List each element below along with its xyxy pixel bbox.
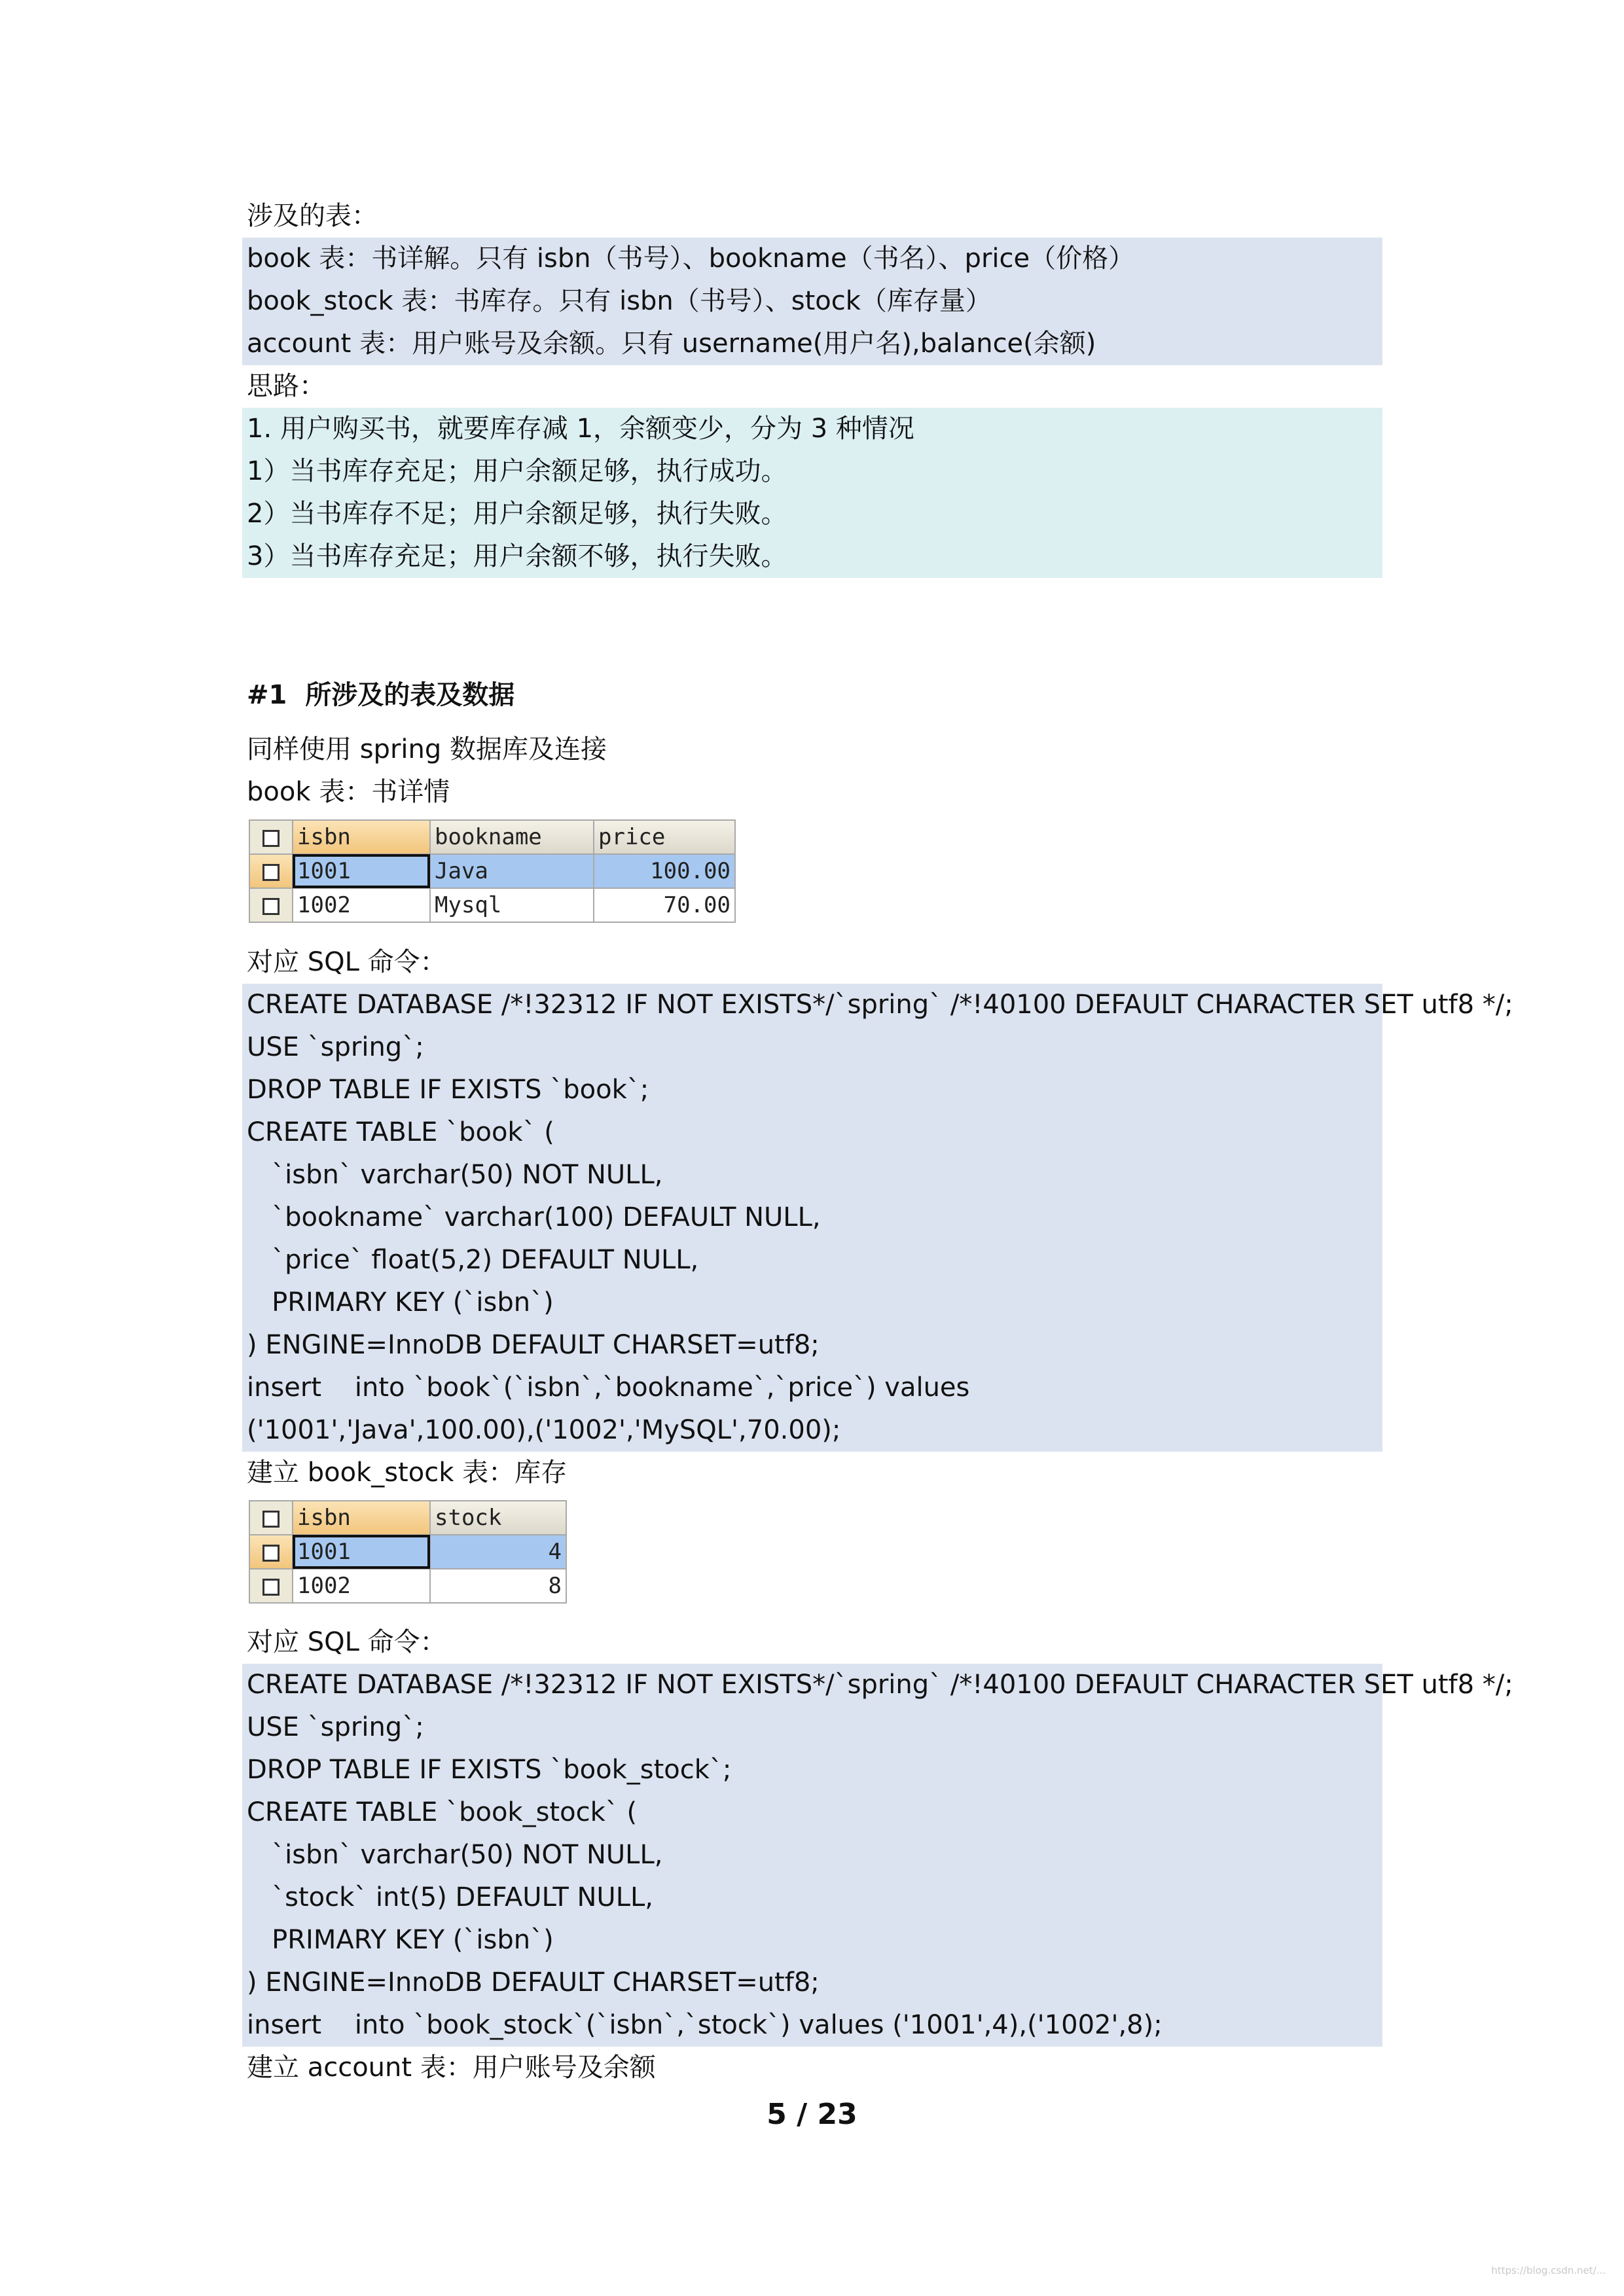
row-checkbox[interactable] <box>249 1535 293 1569</box>
watermark-text: https://blog.csdn.net/... <box>1491 2265 1606 2276</box>
table-cell[interactable]: 1002 <box>293 888 430 922</box>
sql-label: 对应 SQL 命令： <box>247 947 446 977</box>
column-header[interactable]: stock <box>430 1501 566 1535</box>
checkbox-icon <box>262 1511 280 1528</box>
stock-table-label: 建立 book_stock 表：库存 <box>247 1458 568 1488</box>
sql-line: `isbn` varchar(50) NOT NULL, <box>242 1154 1382 1196</box>
sql-line: CREATE TABLE `book_stock` ( <box>242 1791 1382 1834</box>
table-desc-account: account 表：用户账号及余额。只有 username(用户名),balance(余额) <box>242 323 1382 365</box>
table-cell[interactable]: Mysql <box>430 888 594 922</box>
table-cell[interactable]: 4 <box>430 1535 566 1569</box>
sql-line: insert into `book`(`isbn`,`bookname`,`price`) values <box>242 1367 1382 1409</box>
table-cell[interactable]: 1001 <box>293 1535 430 1569</box>
sql-line: CREATE TABLE `book` ( <box>242 1111 1382 1154</box>
table-cell[interactable]: 8 <box>430 1569 566 1603</box>
sql-line: USE `spring`; <box>242 1026 1382 1069</box>
table-cell[interactable]: 70.00 <box>594 888 735 922</box>
table-desc-book: book 表：书详解。只有 isbn（书号）、bookname（书名）、price（价格） <box>242 238 1382 280</box>
sql-line: CREATE DATABASE /*!32312 IF NOT EXISTS*/`spring` /*!40100 DEFAULT CHARACTER SET utf8 */; <box>242 1664 1382 1706</box>
grid-header-checkbox[interactable] <box>249 820 293 854</box>
sql-line: CREATE DATABASE /*!32312 IF NOT EXISTS*/`spring` /*!40100 DEFAULT CHARACTER SET utf8 */; <box>242 984 1382 1026</box>
row-checkbox[interactable] <box>249 888 293 922</box>
sql-line: `bookname` varchar(100) DEFAULT NULL, <box>242 1196 1382 1239</box>
table-desc-book-stock: book_stock 表：书库存。只有 isbn（书号）、stock（库存量） <box>242 280 1382 323</box>
checkbox-icon <box>262 864 280 881</box>
book-table-label: book 表：书详情 <box>247 777 450 807</box>
book-data-grid <box>249 819 736 923</box>
checkbox-icon <box>262 1545 280 1562</box>
table-cell[interactable]: Java <box>430 854 594 888</box>
sql-line: ) ENGINE=InnoDB DEFAULT CHARSET=utf8; <box>242 1962 1382 2004</box>
sql-line: USE `spring`; <box>242 1706 1382 1749</box>
idea-line: 1）当书库存充足；用户余额足够，执行成功。 <box>242 450 1382 493</box>
row-checkbox[interactable] <box>249 854 293 888</box>
sql-line: DROP TABLE IF EXISTS `book`; <box>242 1069 1382 1111</box>
column-header[interactable]: isbn <box>293 820 430 854</box>
table-row <box>249 1569 566 1603</box>
page-indicator: 5 / 23 <box>767 2098 857 2131</box>
book-stock-data-grid <box>249 1500 567 1604</box>
account-table-label: 建立 account 表：用户账号及余额 <box>247 2053 656 2083</box>
idea-line: 2）当书库存不足；用户余额足够，执行失败。 <box>242 493 1382 535</box>
table-cell[interactable]: 1002 <box>293 1569 430 1603</box>
idea-line: 1. 用户购买书，就要库存减 1，余额变少，分为 3 种情况 <box>242 408 1382 450</box>
sql-line: `stock` int(5) DEFAULT NULL, <box>242 1876 1382 1919</box>
table-cell[interactable]: 1001 <box>293 854 430 888</box>
sql-label: 对应 SQL 命令： <box>247 1627 446 1657</box>
checkbox-icon <box>262 1579 280 1596</box>
idea-heading: 思路： <box>247 371 325 401</box>
checkbox-icon <box>262 898 280 915</box>
column-header[interactable]: isbn <box>293 1501 430 1535</box>
sql-line: ) ENGINE=InnoDB DEFAULT CHARSET=utf8; <box>242 1324 1382 1367</box>
column-header[interactable]: bookname <box>430 820 594 854</box>
db-note: 同样使用 spring 数据库及连接 <box>247 734 607 764</box>
table-row <box>249 888 735 922</box>
tables-heading: 涉及的表： <box>247 201 378 231</box>
sql-line: ('1001','Java',100.00),('1002','MySQL',70.00); <box>242 1409 1382 1452</box>
row-checkbox[interactable] <box>249 1569 293 1603</box>
table-row <box>249 854 735 888</box>
sql-line: DROP TABLE IF EXISTS `book_stock`; <box>242 1749 1382 1791</box>
checkbox-icon <box>262 830 280 847</box>
column-header[interactable]: price <box>594 820 735 854</box>
idea-line: 3）当书库存充足；用户余额不够，执行失败。 <box>242 535 1382 578</box>
table-row <box>249 1535 566 1569</box>
sql-line: `isbn` varchar(50) NOT NULL, <box>242 1834 1382 1876</box>
sql-line: PRIMARY KEY (`isbn`) <box>242 1282 1382 1324</box>
sql-line: `price` float(5,2) DEFAULT NULL, <box>242 1239 1382 1282</box>
sql-line: insert into `book_stock`(`isbn`,`stock`) values ('1001',4),('1002',8); <box>242 2004 1382 2047</box>
grid-header-checkbox[interactable] <box>249 1501 293 1535</box>
sql-line: PRIMARY KEY (`isbn`) <box>242 1919 1382 1962</box>
section-heading: #1 所涉及的表及数据 <box>247 680 515 710</box>
table-cell[interactable]: 100.00 <box>594 854 735 888</box>
